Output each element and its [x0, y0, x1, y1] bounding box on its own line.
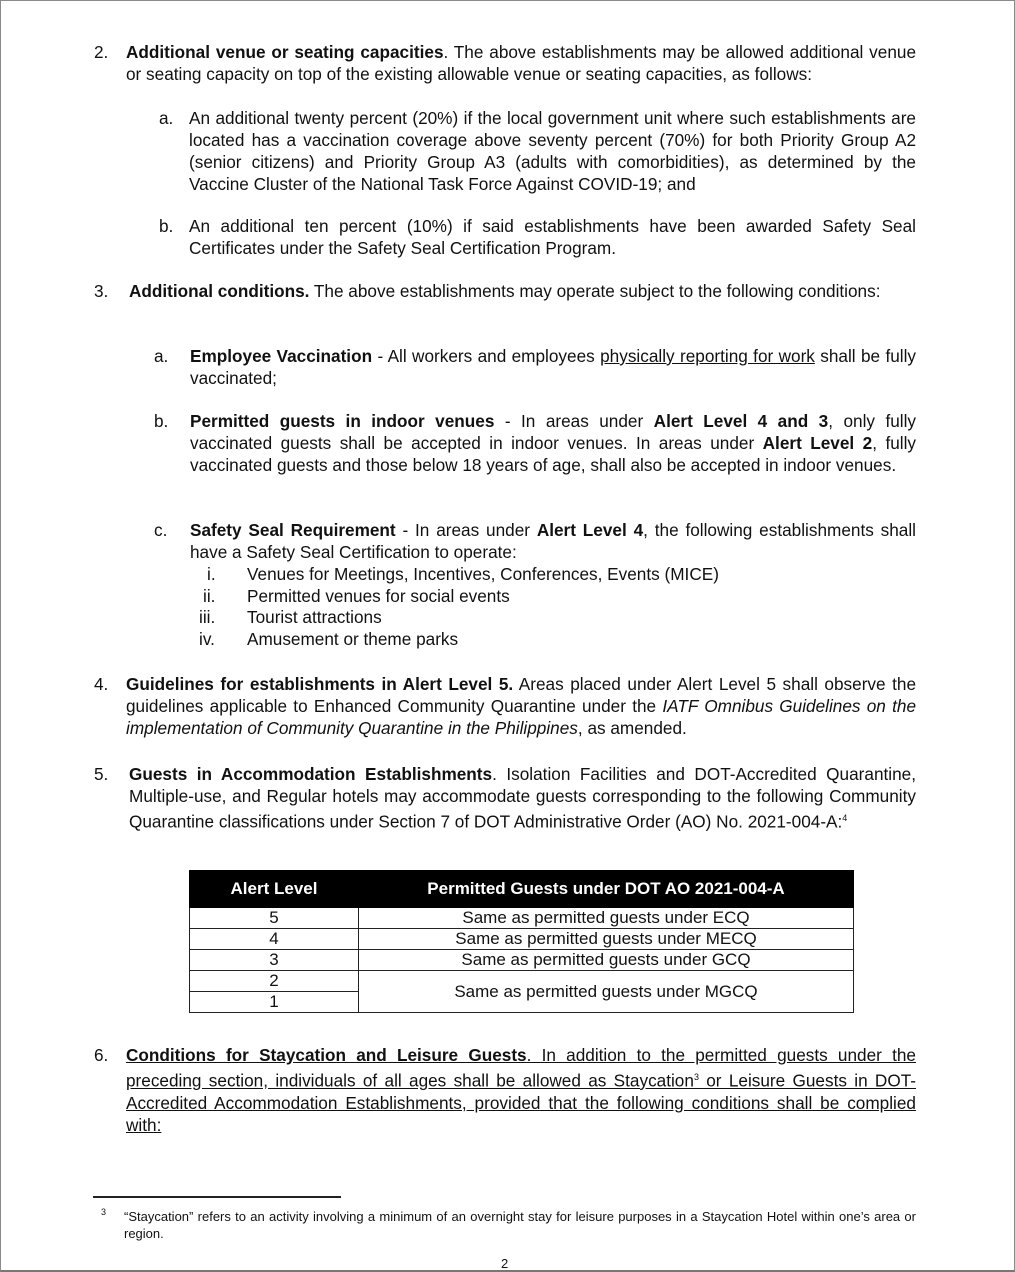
section-3-paragraph: Additional conditions. The above establishments may operate subject to the following conditions: [129, 281, 881, 301]
section-3-item-b: Permitted guests in indoor venues - In areas under Alert Level 4 and 3, only fully vaccinated guests shall be accepted in indoor venues. In areas under Alert Level 2, fully vaccinated guests and those below 18 years of age, shall also be accepted in indoor venues. [190, 411, 917, 475]
section-number: 3. [94, 281, 109, 301]
section-5-paragraph: Guests in Accommodation Establishments. Isolation Facilities and DOT-Accredited Quarantine, Multiple-use, and Regular hotels may accommodate guests corresponding to the following Community Quarantine classifications under Section 7 of DOT Administrative Order (AO) No. 2021-004-A:$^4$ [129, 764, 916, 832]
section-number: 6. [94, 1045, 109, 1065]
sub-item: Venues for Meetings, Incentives, Conferences, Events (MICE) [247, 564, 719, 584]
table-row: 4 Same as permitted guests under MECQ [190, 929, 854, 950]
roman-numeral: iii. [199, 607, 216, 627]
section-number: 4. [94, 674, 109, 694]
item-letter: b. [154, 411, 169, 431]
item-letter: c. [154, 520, 168, 540]
column-header-alert-level: Alert Level [190, 871, 359, 908]
section-number: 2. [94, 42, 109, 62]
item-letter: a. [154, 346, 169, 366]
footnote-separator [93, 1196, 341, 1198]
roman-numeral: i. [207, 564, 216, 584]
sub-item: Tourist attractions [247, 607, 382, 627]
table-row: 2 Same as permitted guests under MGCQ [190, 971, 854, 992]
roman-numeral: iv. [199, 629, 215, 649]
section-4-paragraph: Guidelines for establishments in Alert Level 5. Areas placed under Alert Level 5 shall observe the guidelines applicable to Enhanced Community Quarantine under the IATF Omnibus Guidelines on the implementation of Community Quarantine in the Philippines, as amended. [126, 674, 917, 738]
table-row: 5 Same as permitted guests under ECQ [190, 908, 854, 929]
footnote-ref[interactable]: 3 [693, 1072, 699, 1082]
section-6-paragraph: Conditions for Staycation and Leisure Guests. In addition to the permitted guests under the preceding section, individuals of all ages shall be allowed as Staycation$^3$ or Leisure Guests in DOT-Accredited Accommodation Establishments, provided that the following conditions shall be complied with: [126, 1045, 916, 1135]
alert-level-table [189, 870, 854, 1013]
footnote-text: “Staycation” refers to an activity involving a minimum of an overnight stay for leisure purposes in a Staycation Hotel within one’s area or region. [124, 1209, 916, 1241]
section-3-item-c: Safety Seal Requirement - In areas under Alert Level 4, the following establishments shall have a Safety Seal Certification to operate: [190, 520, 916, 562]
table-row: 1 [190, 992, 854, 1013]
item-letter: a. [159, 108, 174, 128]
sub-item: Amusement or theme parks [247, 629, 459, 649]
section-2-item-b: An additional ten percent (10%) if said establishments have been awarded Safety Seal Certificates under the Safety Seal Certification Program. [189, 216, 916, 258]
item-letter: b. [159, 216, 174, 236]
table-row: 3 Same as permitted guests under GCQ [190, 950, 854, 971]
section-2-item-a: An additional twenty percent (20%) if the local government unit where such establishments are located has a vaccination coverage above seventy percent (70%) for both Priority Group A2 (senior citizens) and Priority Group A3 (adults with comorbidities), as determined by the Vaccine Cluster of the National Task Force Against COVID-19; and [189, 108, 916, 194]
section-title: Additional venue or seating capacities [126, 42, 444, 62]
section-3-item-a: Employee Vaccination - All workers and employees physically reporting for work shall be fully vaccinated; [190, 346, 917, 388]
section-number: 5. [94, 764, 109, 784]
section-title: Additional conditions. [129, 281, 310, 301]
footnote-mark: 3 [101, 1207, 107, 1217]
roman-numeral: ii. [203, 586, 216, 606]
section-2-paragraph: Additional venue or seating capacities. The above establishments may be allowed additional venue or seating capacity on top of the existing allowable venue or seating capacities, as follows: [126, 42, 917, 84]
page-number: 2 [501, 1256, 509, 1271]
column-header-permitted-guests: Permitted Guests under DOT AO 2021-004-A [359, 871, 854, 908]
sub-item: Permitted venues for social events [247, 586, 510, 606]
